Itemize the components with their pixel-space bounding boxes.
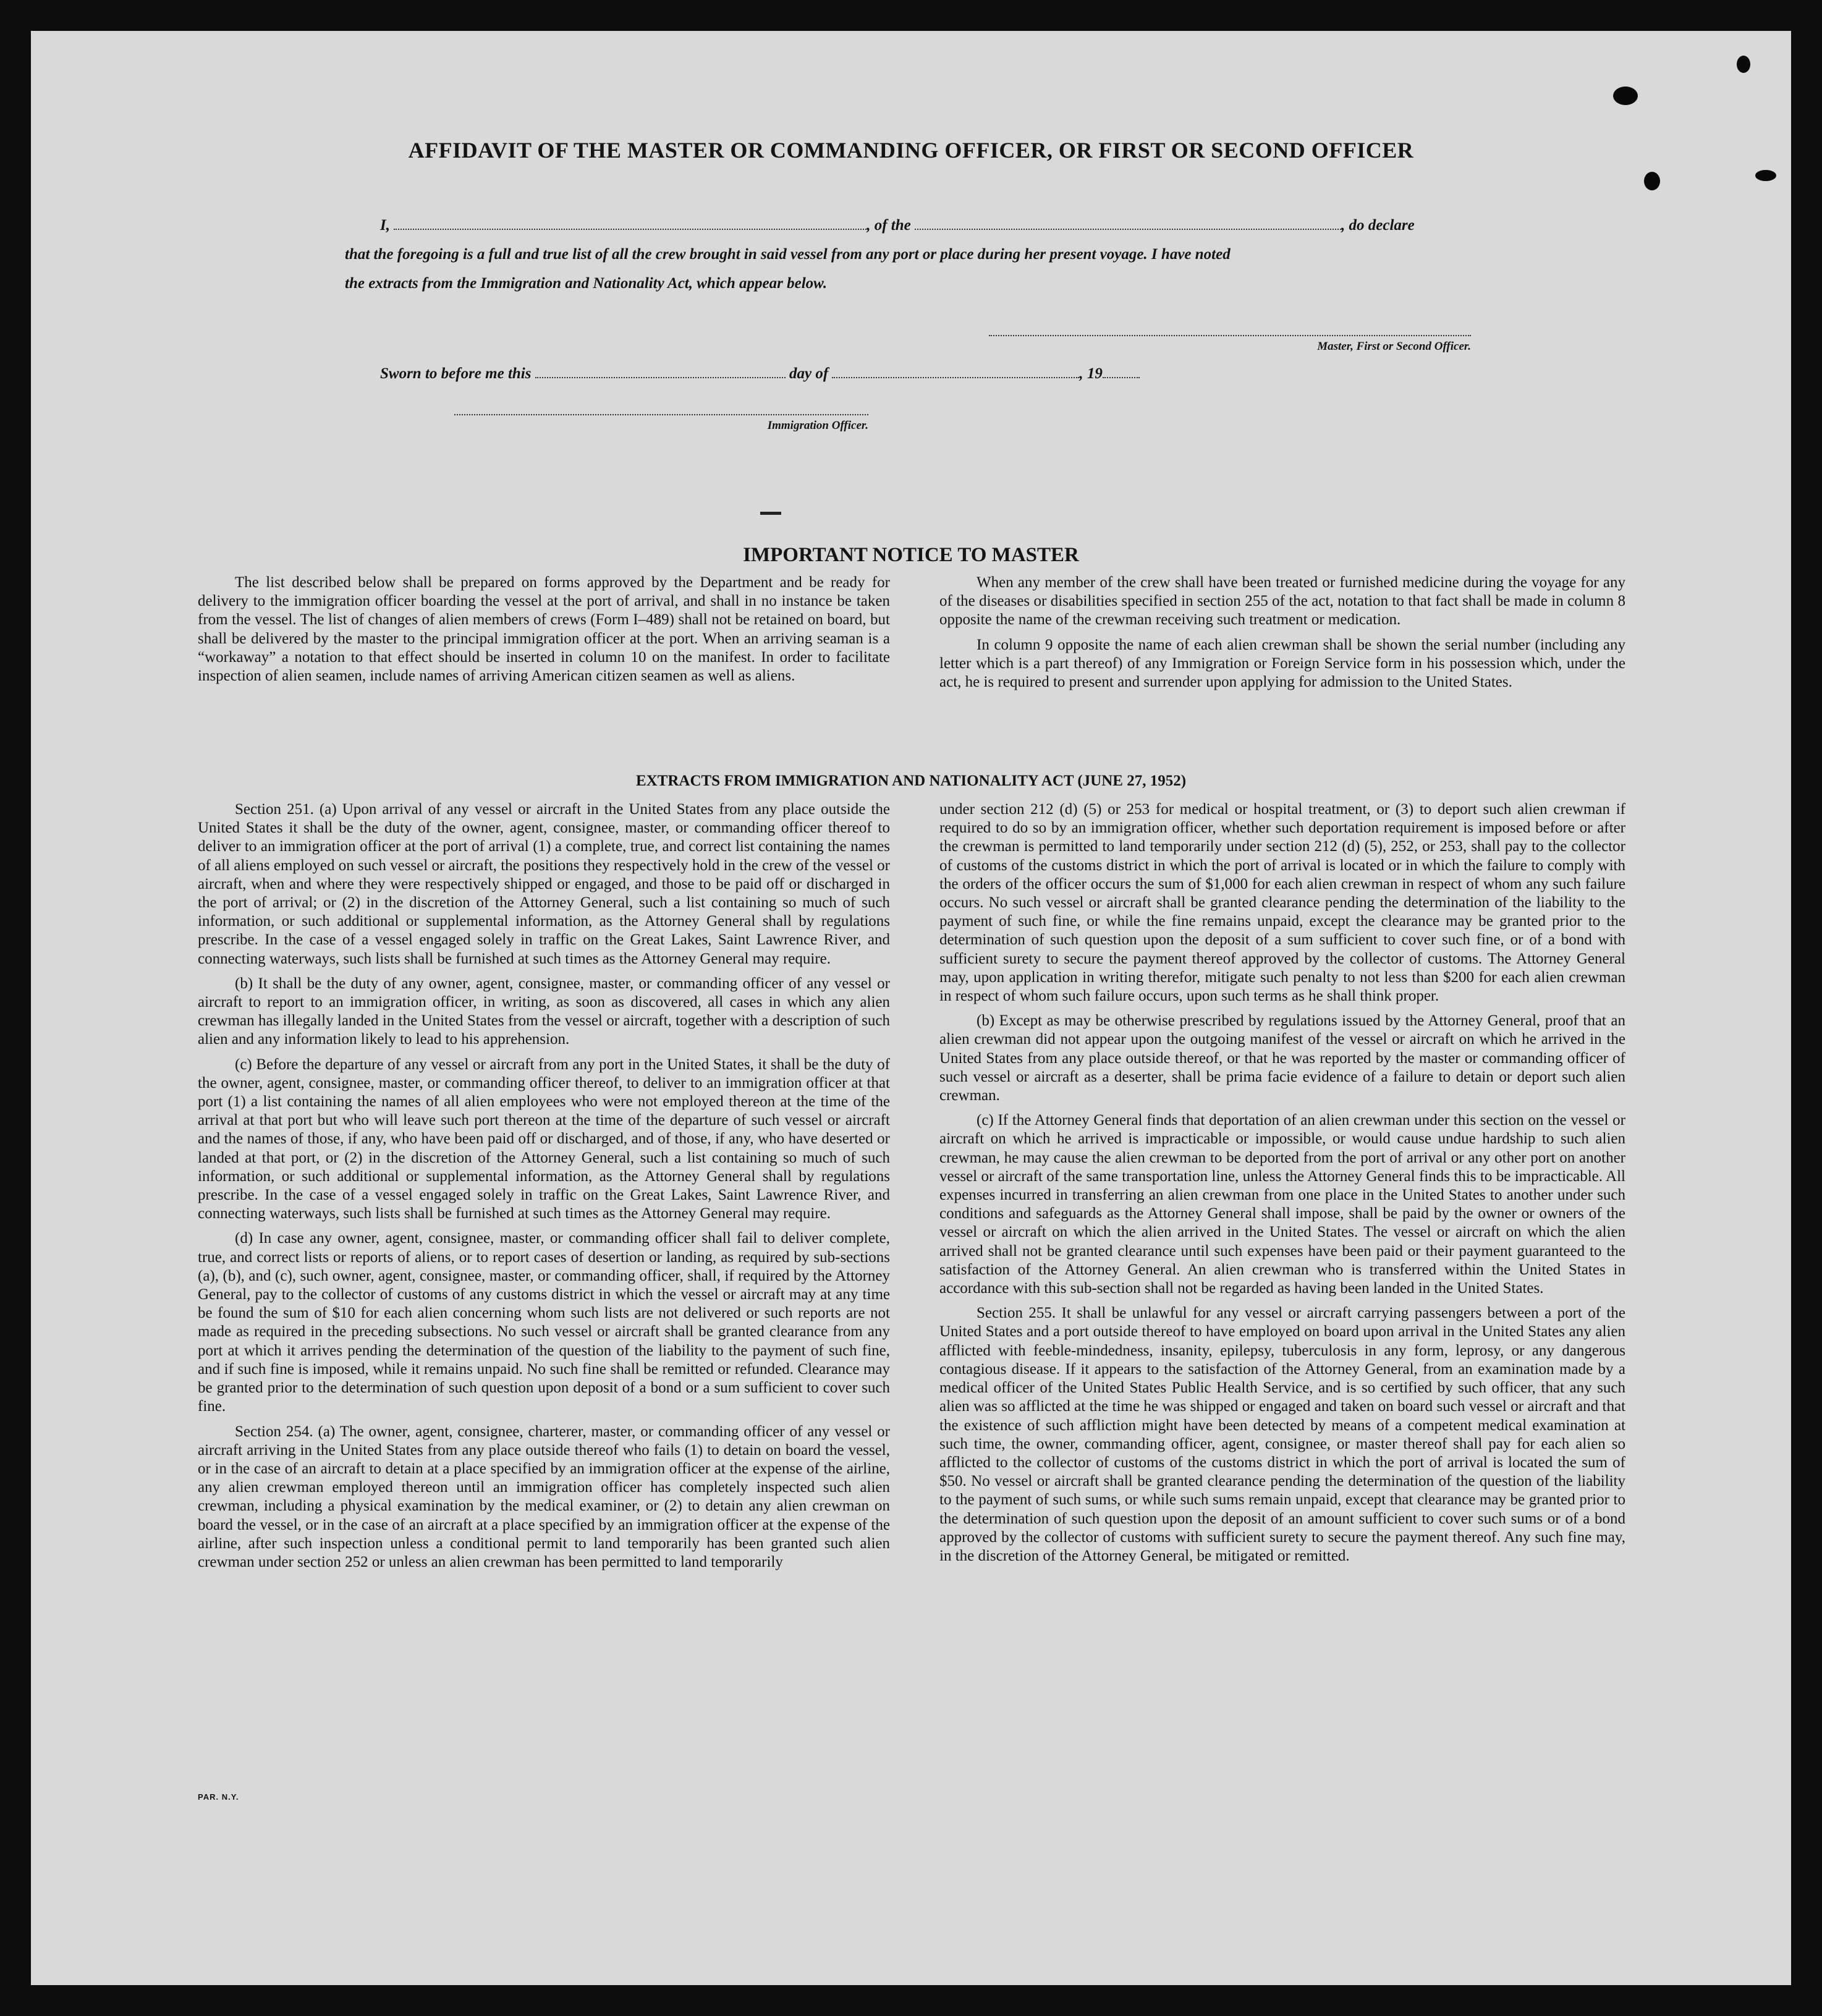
notice-title: IMPORTANT NOTICE TO MASTER (743, 544, 1079, 566)
notice-right-paragraph-2: In column 9 opposite the name of each alien crewman shall be shown the serial number (including any letter which is a part thereof) of any Immigration or Foreign Service form in his possession which, under the act, he is required to present and surrender upon applying for admission to the United States. (939, 636, 1625, 691)
extracts-title: EXTRACTS FROM IMMIGRATION AND NATIONALITY ACT (JUNE 27, 1952) (635, 773, 1187, 789)
do-declare-label: , do declare (1341, 217, 1415, 234)
declaration-fill-line (380, 216, 1511, 236)
section-254-a-continued: under section 212 (d) (5) or 253 for medical or hospital treatment, or (3) to deport such alien crewman if required to do so by an immigration officer, whether such deportation requirement is imposed before or after the crewman is permitted to land temporarily under section 212 (d) (5), 252, or 253, shall pay to the collector of customs of the customs district in which the port of arrival is located or in which the failure to comply with the orders of the officer occurs the sum of $1,000 for each alien crewman in respect of whom any such failure occurs. No such vessel or aircraft shall be granted clearance pending the determination of the liability to the payment of such fine, or while the fine remains unpaid, except the clearance may be granted prior to the determination of such question upon the deposit of a sum sufficient to cover such fine, or of a bond with sufficient surety to secure the payment thereof approved by the collector of customs. The Attorney General may, upon application in writing therefor, mitigate such penalty to not less than $200 for each alien crewman in respect of whom such failure occurs, upon such terms as he shall think proper. (939, 801, 1625, 1005)
divider-dash (760, 512, 781, 515)
extracts-right-column (939, 800, 1625, 1572)
section-254-a: Section 254. (a) The owner, agent, consignee, charterer, master, or commanding officer of any vessel or aircraft arriving in the United States from any place outside thereof who fails (1) to detain on board the vessel, or in the case of an aircraft to detain at a place specified by an immigration officer at the expense of the airline, any alien crewman employed thereon until an immigration officer has completely inspected such alien crewman, including a physical examination by the medical examiner, or (2) to detain any alien crewman on board the vessel, or in the case of an aircraft at a place specified by an immigration officer at the expense of the airline, after such inspection unless a conditional permit to land temporarily has been granted such alien crewman under section 252 or unless an alien crewman has been permitted to land temporarily (198, 1423, 890, 1570)
printer-mark: PAR. N.Y. (198, 1792, 239, 1802)
sworn-day-blank[interactable] (535, 365, 786, 378)
section-251-c: (c) Before the departure of any vessel or aircraft from any port in the United States, it shall be the duty of the owner, agent, consignee, master, or commanding officer thereof, to deliver to an immigration officer at that port (1) a list containing the names of all alien employees who were not employed thereon at the time of the arrival at that port but who will leave such port thereon at the time of the departure of such vessel or aircraft and the names of those, if any, who have been paid off or discharged, and of those, if any, who have deserted or landed at that port, or (2) in the discretion of the Attorney General, such a list containing so much of such information, or such additional or supplemental information, as the Attorney General shall by regulations prescribe. In the case of a vessel engaged solely in traffic on the Great Lakes, Saint Lawrence River, and connecting waterways, such lists shall be furnished at such times as the Attorney General may require. (198, 1056, 890, 1222)
ink-blot (1644, 172, 1660, 190)
section-254-b: (b) Except as may be otherwise prescribed by regulations issued by the Attorney General, proof that an alien crewman did not appear upon the outgoing manifest of the vessel or aircraft on which he arrived in the United States from any place outside thereof, or that he was reported by the master or commanding officer of such vessel or aircraft as a deserter, shall be prima facie evidence of a failure to detain or deport such alien crewman. (939, 1012, 1625, 1104)
ink-blot (1613, 87, 1638, 105)
sworn-line (380, 365, 1307, 383)
master-signature-caption: Master, First or Second Officer. (1317, 340, 1471, 353)
master-signature-line[interactable] (989, 335, 1471, 336)
day-of-label: day of (789, 365, 829, 382)
extracts-left-column (198, 800, 890, 1578)
ink-blot (1755, 170, 1776, 181)
section-255: Section 255. It shall be unlawful for any vessel or aircraft carrying passengers between a port of the United States and a port outside thereof to have employed on board upon arrival in the United States any alien afflicted with feeble-mindedness, insanity, epilepsy, tuberculosis in any form, leprosy, or any dangerous contagious disease. If it appears to the satisfaction of the Attorney General, from an examination made by a medical officer of the United States Public Health Service, and is so certified by such officer, that any such alien was so afflicted at the time he was shipped or engaged and taken on board such vessel or aircraft and that the existence of such affliction might have been detected by means of a competent medical examination at such time, the owner, commanding officer, agent, consignee, or master thereof shall pay for each alien so afflicted to the collector of customs of the customs district in which the port of arrival is located the sum of $50. No vessel or aircraft shall be granted clearance pending the determination of the question of the liability to the payment of such sums, or while such sums remain unpaid, except that clearance may be granted prior to the determination of such question upon the deposit of an amount sufficient to cover such sums or of a bond approved by the collector of customs with sufficient surety to secure the payment thereof. Any such fine may, in the discretion of the Attorney General, be mitigated or remitted. (939, 1305, 1625, 1564)
vessel-blank[interactable] (915, 216, 1341, 230)
year-label: , 19 (1079, 365, 1103, 382)
notice-right-column (939, 574, 1625, 698)
sworn-label: Sworn to before me this (380, 365, 532, 382)
month-blank[interactable] (832, 365, 1079, 378)
section-251-d: (d) In case any owner, agent, consignee, master, or commanding officer shall fail to deliver complete, true, and correct lists or reports of aliens, or to report cases of desertion or landing, as required by sub-sections (a), (b), and (c), such owner, agent, consignee, master, or commanding officer, shall, if required by the Attorney General, pay to the collector of customs of any customs district in which the vessel or aircraft may at any time be found the sum of $10 for each alien concerning whom such lists are not delivered or such reports are not made as required in the preceding subsections. No such vessel or aircraft shall be granted clearance from any port at which it arrives pending the determination of the question of the liability to the payment of such fine, and if such fine is imposed, while it remains unpaid. No such fine shall be remitted or refunded. Clearance may be granted prior to the determination of such question upon deposit of a bond or a sum sufficient to cover such fine. (198, 1230, 890, 1415)
year-blank[interactable] (1103, 365, 1140, 378)
declaration-line-1: that the foregoing is a full and true list of all the crew brought in said vessel from any port or place during her present voyage. I have noted (345, 246, 1231, 263)
section-251-a: Section 251. (a) Upon arrival of any vessel or aircraft in the United States from any place outside the United States it shall be the duty of the owner, agent, consignee, master, or commanding officer thereof to deliver to an immigration officer at the port of arrival (1) a complete, true, and correct list containing the names of all aliens employed on such vessel or aircraft, the positions they respectively hold in the crew of the vessel or aircraft, when and where they were respectively shipped or engaged, and those to be paid off or discharged in the port of arrival; or (2) in the discretion of the Attorney General, such a list containing so much of such information, or such additional or supplemental information, as the Attorney General shall by regulations prescribe. In the case of a vessel engaged solely in traffic on the Great Lakes, Saint Lawrence River, and connecting waterways, such lists shall be furnished at such times as the Attorney General may require. (198, 801, 890, 967)
notice-left-column (198, 574, 890, 692)
ink-blot (1737, 56, 1750, 73)
affidavit-title: AFFIDAVIT OF THE MASTER OR COMMANDING OFFICER, OR FIRST OR SECOND OFFICER (408, 138, 1414, 163)
of-the-label: , of the (867, 217, 911, 234)
declaration-line-2: the extracts from the Immigration and Nationality Act, which appear below. (345, 275, 828, 292)
immigration-officer-caption: Immigration Officer. (767, 419, 868, 432)
i-label: I, (380, 217, 390, 234)
notice-right-paragraph-1: When any member of the crew shall have been treated or furnished medicine during the voyage for any of the diseases or disabilities specified in section 255 of the act, notation to that fact shall be made in column 8 opposite the name of the crewman receiving such treatment or medication. (939, 574, 1625, 629)
name-blank[interactable] (394, 216, 867, 230)
section-254-c: (c) If the Attorney General finds that deportation of an alien crewman under this section on the vessel or aircraft on which he arrived is impracticable or impossible, or would cause undue hardship to such alien crewman, he may cause the alien crewman to be deported from the port of arrival or any other port on another vessel or aircraft of the same transportation line, unless the Attorney General finds this to be impracticable. All expenses incurred in transferring an alien crewman from one place in the United States to another under such conditions and safeguards as the Attorney General shall impose, shall be paid by the owner or owners of the vessel or aircraft on which the alien arrived in the United States. The vessel or aircraft on which the alien arrived shall not be granted clearance until such expenses have been paid or their payment guaranteed to the satisfaction of the Attorney General. An alien crewman who is transferred within the United States in accordance with this sub-section shall not be regarded as having been landed in the United States. (939, 1112, 1625, 1297)
section-251-b: (b) It shall be the duty of any owner, agent, consignee, master, or commanding officer of any vessel or aircraft to report to an immigration officer, in writing, as soon as discovered, all cases in which any alien crewman has illegally landed in the United States from the vessel or aircraft, together with a description of such alien and any information likely to lead to his apprehension. (198, 975, 890, 1048)
immigration-officer-signature-line[interactable] (454, 414, 868, 415)
notice-left-paragraph: The list described below shall be prepared on forms approved by the Department and be ready for delivery to the immigration officer boarding the vessel at the port of arrival, and shall in no instance be taken from the vessel. The list of changes of alien members of crews (Form I–489) shall not be retained on board, but shall be delivered by the master to the principal immigration officer at the port. When an arriving seaman is a “workaway” a notation to that effect should be inserted in column 10 on the manifest. In order to facilitate inspection of alien seamen, include names of arriving American citizen seamen as well as aliens. (198, 574, 890, 685)
document-page (31, 31, 1791, 1985)
